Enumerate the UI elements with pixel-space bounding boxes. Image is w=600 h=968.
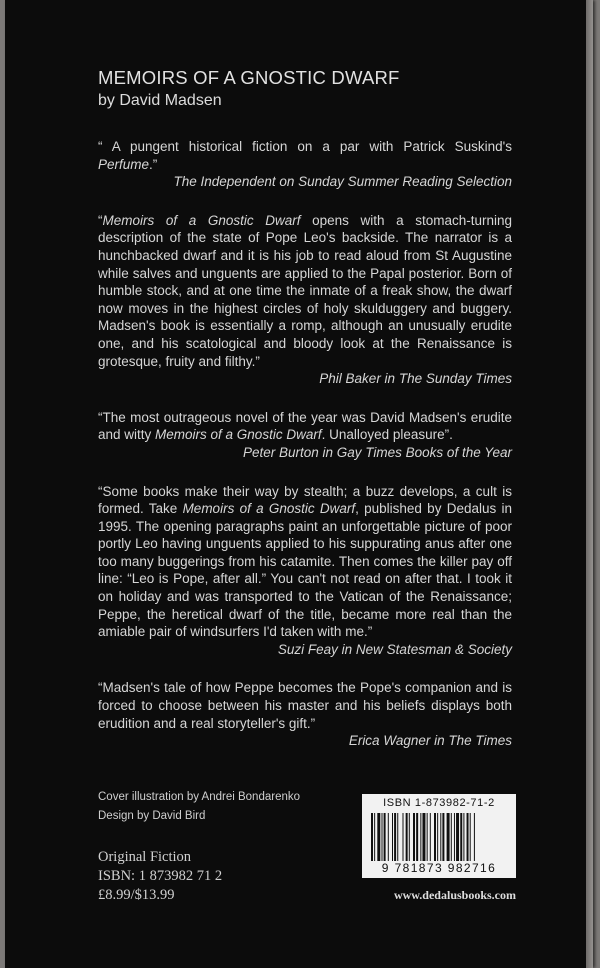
barcode-bar bbox=[440, 813, 441, 861]
barcode-bar bbox=[413, 813, 415, 861]
barcode-bar bbox=[384, 813, 386, 861]
review-text: “Some books make their way by stealth; a buzz develops, a cult is formed. Take Memoirs of a Gnostic Dwarf, published by Dedalus in 1995. The opening paragraphs paint an unforgettable picture of poor portly Leo having unguents applied to his suppurating anus after one too many buggerings from his catamite. Then comes the killer pay off line: “Leo is Pope, after all.” You can't not read on after that. I took it on holiday and was transported to the Vatican of the Renaissance; Peppe, the heretical dwarf of the title, became more real than the amiable pair of windsurfers I'd taken with me.” bbox=[98, 483, 512, 640]
genre-label: Original Fiction bbox=[98, 849, 192, 865]
review-source: Suzi Feay in New Statesman & Society bbox=[277, 641, 512, 657]
isbn-text: ISBN: 1 873982 71 2 bbox=[98, 868, 223, 884]
review-2 bbox=[98, 212, 512, 388]
barcode-bar bbox=[470, 813, 471, 861]
barcode-bar bbox=[460, 813, 462, 861]
edition-info bbox=[98, 848, 222, 905]
barcode-bar bbox=[392, 813, 393, 861]
barcode-bar bbox=[388, 813, 389, 861]
back-cover bbox=[5, 0, 593, 968]
review-5 bbox=[98, 679, 512, 749]
barcode-bar bbox=[377, 813, 380, 861]
barcode-box bbox=[362, 794, 516, 878]
credits bbox=[98, 788, 300, 826]
review-source: The Independent on Sunday Summer Reading Selection bbox=[173, 174, 512, 190]
barcode-bar bbox=[374, 813, 375, 861]
barcode-bar bbox=[382, 813, 383, 861]
review-text: “ A pungent historical fiction on a par with Patrick Suskind's Perfume.” bbox=[98, 139, 512, 172]
design-credit: Design by David Bird bbox=[98, 810, 206, 822]
publisher-website: www.dedalusbooks.com bbox=[393, 888, 516, 902]
page-edge bbox=[586, 0, 593, 968]
barcode-bar bbox=[463, 813, 464, 861]
barcode-bar bbox=[451, 813, 452, 861]
barcode-bar bbox=[442, 813, 444, 861]
barcode-bar bbox=[416, 813, 418, 861]
price-text: £8.99/$13.99 bbox=[98, 887, 175, 903]
barcode-bar bbox=[437, 813, 438, 861]
barcode-bar bbox=[467, 813, 469, 861]
barcode-icon bbox=[371, 813, 507, 861]
barcode-bar bbox=[447, 813, 450, 861]
barcode-bar bbox=[403, 813, 404, 861]
barcode-bar bbox=[406, 813, 408, 861]
review-source: Peter Burton in Gay Times Books of the Year bbox=[242, 444, 512, 460]
book-title: MEMOIRS OF A GNOSTIC DWARF bbox=[98, 67, 400, 88]
review-3 bbox=[98, 409, 512, 462]
barcode-bar bbox=[422, 813, 425, 861]
barcode-bar bbox=[427, 813, 428, 861]
barcode-bar bbox=[474, 813, 475, 861]
barcode-bar bbox=[430, 813, 431, 861]
review-4 bbox=[98, 483, 512, 659]
review-1 bbox=[98, 138, 512, 191]
barcode-bar bbox=[420, 813, 421, 861]
book-author: by David Madsen bbox=[98, 92, 222, 109]
barcode-bar bbox=[409, 813, 410, 861]
barcode-bar bbox=[397, 813, 398, 861]
cover-illustration-credit: Cover illustration by Andrei Bondarenko bbox=[98, 791, 301, 803]
review-text: “Memoirs of a Gnostic Dwarf opens with a stomach-turning description of the state of Pope Leo's backside. The narrator is a hunchbacked dwarf and it is his job to read aloud from St Augustine while salves and unguents are applied to the Papal posterior. Born of humble stock, and at one time the inmate of a freak show, the dwarf now moves in the highest circles of holy skulduggery and buggery. Madsen's book is essentially a romp, although an unusually erudite one, and his scatological and bloody look at the Renaissance is grotesque, fruity and filthy.” bbox=[98, 212, 512, 369]
review-text: “Madsen's tale of how Peppe becomes the Pope's companion and is forced to choose between his master and his beliefs displays both erudition and a real storyteller's gift.” bbox=[98, 680, 512, 731]
barcode-bar bbox=[434, 813, 436, 861]
barcode-bar bbox=[394, 813, 396, 861]
barcode-digits: 9 781873 982716 bbox=[381, 861, 497, 875]
review-source: Phil Baker in The Sunday Times bbox=[319, 371, 512, 387]
review-text: “The most outrageous novel of the year was David Madsen's erudite and witty Memoirs of a Gnostic Dwarf. Unalloyed pleasure”. bbox=[98, 409, 512, 443]
barcode-bar bbox=[371, 813, 373, 861]
barcode-isbn-label: ISBN 1-873982-71-2 bbox=[383, 797, 495, 809]
barcode-bar bbox=[454, 813, 455, 861]
barcode-bar bbox=[456, 813, 459, 861]
blurb-area bbox=[98, 66, 512, 771]
review-source: Erica Wagner in The Times bbox=[348, 733, 512, 749]
